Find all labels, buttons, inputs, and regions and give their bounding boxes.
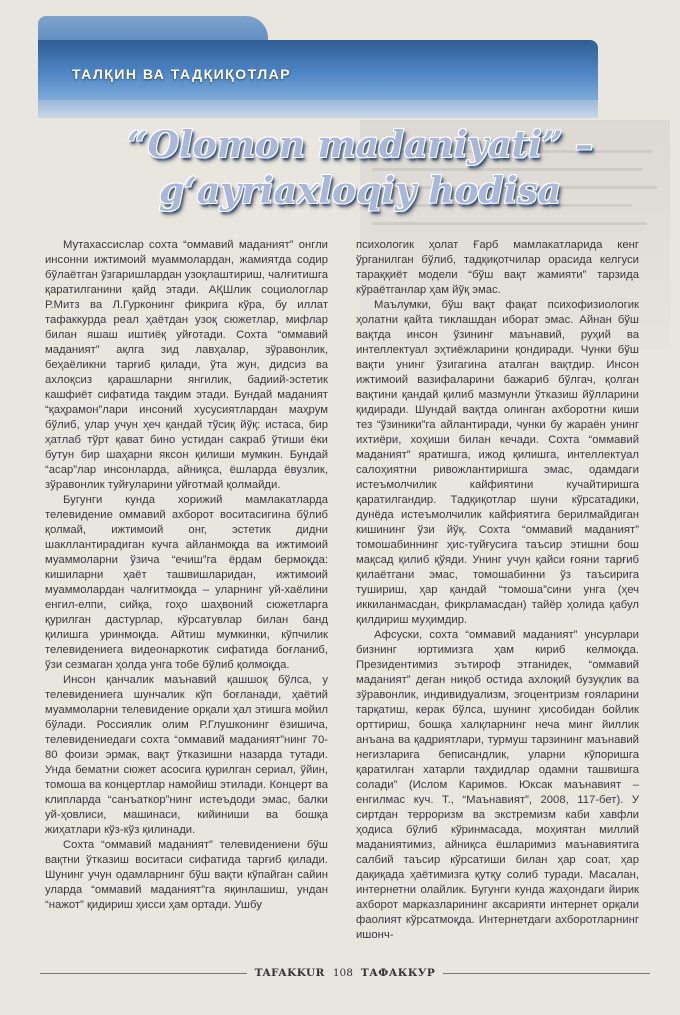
right-column (356, 238, 639, 943)
paragraph: Сохта “оммавий маданият” телевидениени бўш вақтни ўтказиш воситаси сифатида тарғиб қилади. Шунинг учун одамларнинг бўш вақти кўпайган сайин уларда “оммавий маданият”га яқинлашиш, ундан “нажот” қидириш ҳисси ҳам ортади. Ушбу (45, 839, 328, 911)
footer-label-left: TAFAKKUR (254, 967, 325, 979)
ghost-line (372, 222, 647, 225)
footer-rule-left (40, 973, 247, 974)
paragraph: Бугунги кунда хорижий мамлакатларда телевидение оммавий ахборот воситасигина бўлиб қолмай, ижтимоий онг, эстетик дидни шакллантирадиган кучга айланмоқда ва ижтимоий муаммоларни ўзича “ечиш”га ёрдам бермоқда: кишиларни ҳаёт ташвишларидан, ижтимоий муаммолардан чалғитмоқда – уларнинг уй-хаёлини енгил-елпи, сийқа, гоҳо шаҳвоний сюжетларга қурилган дастурлар, кўрсатувлар билан банд қилишга уринмоқда. Айтиш мумкинки, кўпчилик телевидениега видеонаркотик сифатида боғланиб, ўзи сезмаган ҳолда унга тобе бўлиб қолмоқда. (45, 494, 328, 671)
headline-line-2: g‘ayriaxloqiy hodisa (159, 170, 561, 212)
paragraph: Маълумки, бўш вақт фақат психофизиологик ҳолатни қайта тиклашдан иборат эмас. Айнан бўш вақтда инсон ўзининг маънавий, руҳий ва интеллектуал эҳтиёжларини қондиради. Чунки бўш вақти унинг ўзигагина аталган вақтдир. Инсон ижтимоий вазифаларини бажариб бўлгач, қолган вақтини қандай қилиб мазмунли ўтказиш йўлларини қидиради. Шундай вақтда олинган ахборотни киши тез “ўзиники”га айлантиради, чунки бу жараён унинг ихтиёри, хоҳиши билан кечади. Сохта “оммавий маданият” яратишга, ижод қилишга, интеллектуал салоҳиятни ривожлантиришга эмас, одамдаги истеъмолчилик кайфиятини кучайтиришга қаратилгандир. Тадқиқотлар шуни кўрсатадики, дунёда истеъмолчилик кайфиятига берилмайдиган кишининг ўзи йўқ. Сохта “оммавий маданият” томошабиннинг ҳис-туйғусига таъсир этишни бош мақсад қилиб қўяди. Унинг учун қайси ғояни тарғиб қилаётгани эмас, томошабинни ўз таъсирига тушириш, ҳар қандай “томоша”сини унга (ҳеч иккиланмасдан, фикрламасдан) тайёр ҳолида қабул қилдириш муҳимдир. (356, 299, 639, 626)
paragraph: Мутахассислар сохта “оммавий маданият” онгли инсонни ижтимоий муаммолардан, жамиятда содир бўлаётган ўзгаришлардан узоқлаштириш, чалғитишга қаратилганини қайд этади. АҚШлик социологлар Р.Митз ва Л.Гурконинг фикрига кўра, бу иллат тафаккурда реал ҳаётдан узоқ сюжетлар, мифлар билан яшаш иштиёқ уйғотади. Сохта “оммавий маданият” ақлга зид лавҳалар, зўравонлик, беҳаёликни тарғиб қилади, ўта жун, дидсиз ва ахлоқсиз қарашларни янгилик, бадиий-эстетик кашфиёт сифатида тақдим этади. Бундай маданият “қаҳрамон”лари инсоний хусусиятлардан маҳрум бўлиб, улар учун ҳеч қандай тўсиқ йўқ: истаса, бир ҳатлаб тўрт қават бино устидан сакраб ўтиши ёки бутун бир шаҳарни яксон қилиши мумкин. Бундай “асар”лар инсонларда, айниқса, ёшларда ёвузлик, зўравонлик туйғуларини уйғотмай қолмайди. (45, 239, 328, 491)
article-headline (100, 122, 620, 214)
page-footer (40, 966, 650, 980)
headline-line-1: “Olomon madaniyati” – (126, 124, 594, 166)
page-number: 108 (332, 967, 353, 979)
paragraph: Афсуски, сохта “оммавий маданият” унсурлари бизнинг юртимизга ҳам кириб келмоқда. Президентимиз эътироф этганидек, “оммавий маданият” деган ниқоб остида ахлоқий бузуқлик ва зўравонлик, индивидуализм, эгоцентризм ғояларини тарқатиш, керак бўлса, шунинг ҳисобидан бойлик орттириш, бошқа халқларнинг неча минг йиллик анъана ва қадриятлари, турмуш тарзининг маънавий негизларига беписандлик, уларни кўпоришга қаратилган хатарли таҳдидлар одамни ташвишга солади” (Ислом Каримов. Юксак маънавият – енгилмас куч. Т., “Маънавият”, 2008, 117-бет). У сиртдан терроризм ва экстремизм каби хавфли ҳодиса бўлиб кўринмасада, моҳиятан миллий маданиятимиз, айниқса ёшларимиз маънавиятига салбий таъсир кўрсатиши билан ҳар соат, ҳар дақиқада ҳаётимизга қутқу солиб туради. Масалан, интернетни олайлик. Бугунги кунда жаҳондаги йирик ахборот марказларининг аксарияти интернет орқали фаолият кўрсатмоқда. Интернетдаги ахборотларнинг ишонч- (356, 629, 639, 941)
footer-label-right: ТАФАККУР (360, 967, 436, 979)
left-column (45, 238, 328, 913)
footer-rule-right (443, 973, 650, 974)
paragraph: психологик ҳолат Ғарб мамлакатларида кенг ўрганилган бўлиб, тадқиқотчилар орасида келгуси тараққиёт модели “бўш вақт жамияти” тарзида кўраётганлар ҳам йўқ эмас. (356, 239, 639, 296)
banner-strip (38, 100, 598, 118)
paragraph: Инсон қанчалик маънавий қашшоқ бўлса, у телевидениега шунчалик кўп боғланади, ҳаётий муаммоларни телевидение орқали ҳал этишга мойил бўлади. Россиялик олим Р.Глушконинг ёзишича, телевидениедаги сохта “оммавий маданият”нинг 70-80 фоизи эрмак, вақт ўтказишни назарда тутади. Унда бематни сюжет асосига қурилган сериал, ўйин, томоша ва концертлар намойиш этилади. Концерт ва клипларда “санъаткор”нинг истеъдоди эмас, балки уй-ҳовлиси, машинаси, кийиниши ва бошқа жиҳатлари кўз-кўз қилинади. (45, 674, 328, 836)
section-title: ТАЛҚИН ВА ТАДҚИҚОТЛАР (72, 66, 292, 82)
